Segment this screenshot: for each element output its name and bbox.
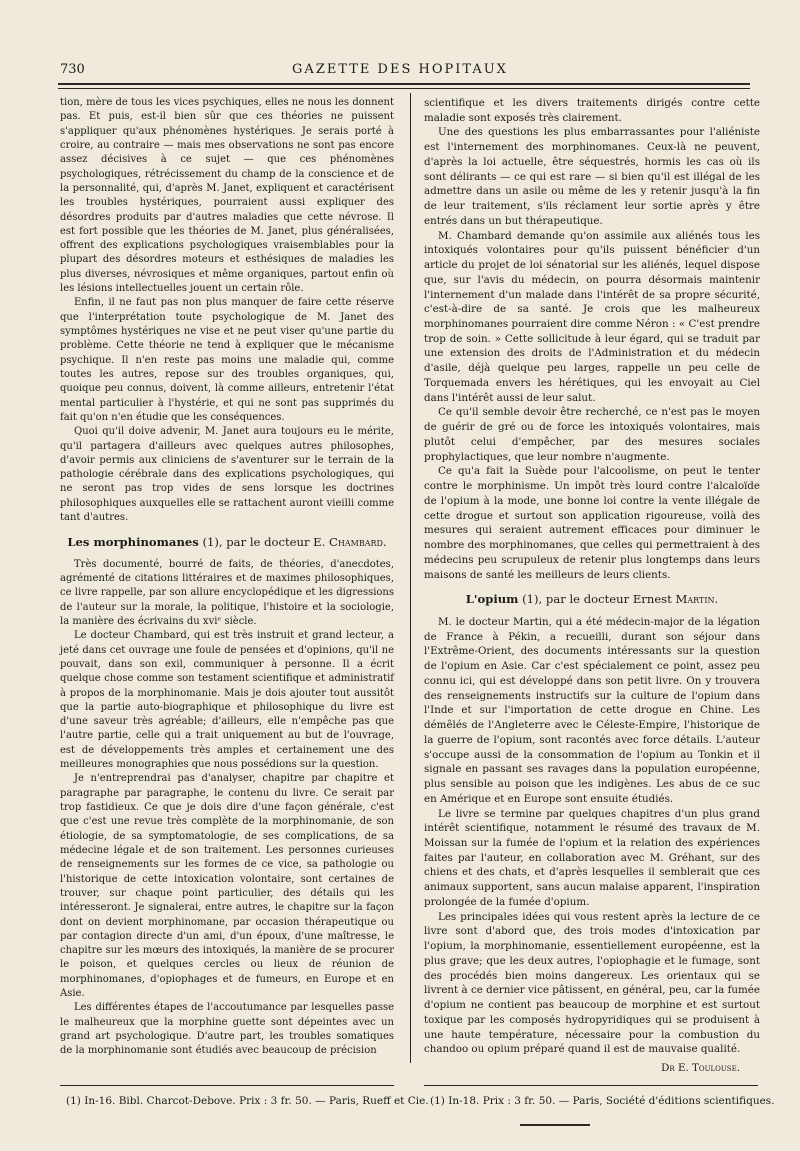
paragraph: Une des questions les plus embarrassantes pour l'aliéniste est l'internement des morphinomanes. Ceux-là ne peuvent, d'après la loi actuelle, être séquestrés, hormis les cas où ils sont délirants — ce qui est rare — si bien qu'il est illégal de les admettre dans un asile ou même de les y retenir jusqu'à la fin de leur traitement, s'ils réclament leur sortie après y être entrés dans un but thérapeutique. bbox=[424, 126, 760, 227]
section-heading-opium bbox=[424, 592, 760, 607]
paragraph: Les principales idées qui vous restent après la lecture de ce livre sont d'abord que, des trois modes d'intoxication par l'opium, la morphinomanie, essentiellement européenne, est la plus grave; que les deux autres, l'opiophagie et le fumage, sont des procédés bien moins dangereux. Les orientaux qui se livrent à ce dernier vice pâtissent, en général, peu, car la fumée d'opium ne contient pas beaucoup de morphine et est surtout toxique par les composés hydropyridiques qui se produisent à une haute température, nécessaire pour la combustion du chandoo ou opium préparé quand il est de mauvaise qualité. bbox=[424, 910, 760, 1056]
paragraph: Ce qu'il semble devoir être recherché, ce n'est pas le moyen de guérir de gré ou de force les intoxiqués volontaires, mais plutôt celui d'empêcher, par des mesures sociales prophylactiques, que leur nombre n'augmente. bbox=[424, 406, 760, 463]
section-note: (1), par le docteur E. bbox=[202, 535, 326, 550]
end-ornament bbox=[520, 1124, 590, 1126]
section-title: L'opium bbox=[465, 592, 519, 607]
column-divider bbox=[410, 93, 411, 1063]
paragraph: Je n'entreprendrai pas d'analyser, chapitre par chapitre et paragraphe par paragraphe, le contenu du livre. Ce serait par trop fastidieux. Ce que je dois dire d'une façon générale, c'est que c'est une revue très complète de la morphinomanie, de son étiologie, de sa symptomatologie, de ses complications, de sa médecine légale et de son traitement. Les personnes curieuses de renseignements sur les formes de ce vice, sa pathologie ou l'historique de cette intoxication volontaire, sont certaines de trouver, sur chaque point particulier, des détails qui les intéresseront. Je signalerai, entre autres, le chapitre sur la façon dont on devient morphinomane, par occasion thérapeutique ou par contagion directe d'un ami, d'un époux, d'une maîtresse, le chapitre sur les mœurs des intoxiqués, la manière de se procurer le poison, et quelques cercles ou lieux de réunion de morphinomanes, d'opiophages et de fumeurs, en Europe et en Asie. bbox=[60, 773, 394, 1000]
signature: Dr E. Toulouse. bbox=[661, 1062, 740, 1074]
header-rule-thin bbox=[58, 88, 750, 89]
paragraph: Quoi qu'il doive advenir, M. Janet aura toujours eu le mérite, qu'il partagera d'ailleurs avec quelques autres philosophes, d'avoir permis aux cliniciens de s'aventurer sur le terrain de la pathologie cérébrale dans des explications psychologiques, qui ne seront pas trop vides de sens lorsque les doctrines philosophiques auxquelles elle se rattachent auront vieilli comme tant d'autres. bbox=[60, 426, 394, 524]
section-note: (1), par le docteur Ernest bbox=[522, 592, 672, 607]
paragraph: Ce qu'a fait la Suède pour l'alcoolisme, on peut le tenter contre le morphinisme. Un impôt très lourd contre l'alcaloïde de l'opium à la mode, une bonne loi contre la vente illégale de cette drogue et surtout son application rigoureuse, voilà des mesures qui seraient autrement efficaces pour diminuer le nombre des morphinomanes, que celles qui permettraient à des médecins peu scrupuleux de retenir plus longtemps dans leurs maisons de santé les meilleurs de leurs clients. bbox=[424, 465, 760, 581]
footnote-rule-left bbox=[60, 1085, 394, 1086]
paragraph: tion, mère de tous les vices psychiques, elles ne nous les donnent pas. Et puis, est-il bien sûr que ces théories ne puissent s'appliquer qu'aux phénomènes hystériques. Je serais porté à croire, au contraire — mais mes observations ne sont pas encore assez décisives à ce sujet — que ces phénomènes psychologiques, rétrécissement du champ de la conscience et de la personnalité, qui, d'après M. Janet, expliquent et caractérisent les troubles hystériques, pourraient aussi expliquer des désordres produits par d'autres maladies que cette névrose. Il est fort possible que les théories de M. Janet, plus généralisées, offrent des explications psychologiques vraisemblables pour la plupart des désordres moteurs et esthésiques de maladies les plus diverses, névrosiques et même organiques, partout enfin où les lésions intellectuelles jouent un certain rôle. bbox=[60, 97, 394, 295]
footnote-rule-right bbox=[424, 1085, 758, 1086]
header-rule bbox=[58, 83, 750, 85]
paragraph: scientifique et les divers traitements dirigés contre cette maladie sont exposés très clairement. bbox=[424, 97, 760, 124]
column-left bbox=[60, 96, 394, 1059]
column-right bbox=[424, 96, 760, 1076]
section-title: Les morphinomanes bbox=[67, 535, 199, 550]
paragraph: M. Chambard demande qu'on assimile aux aliénés tous les intoxiqués volontaires pour qu'ils puissent bénéficier d'un article du projet de loi sénatorial sur les aliénés, lequel dispose que, sur l'avis du médecin, on pourra désormais maintenir l'internement d'un malade dans l'intérêt de sa propre sécurité, c'est-à-dire de sa santé. Je crois que les malheureux morphinomanes pourraient dire comme Néron : « C'est prendre trop de soin. » Cette sollicitude à leur égard, qui se traduit par une extension des droits de l'Administration et du médecin d'asile, déjà quelque peu larges, rappelle un peu celle de Torquemada envers les hérétiques, qui les envoyait au Ciel dans l'intérêt aussi de leur salut. bbox=[424, 229, 760, 404]
page-number: 730 bbox=[60, 62, 85, 77]
section-author: Martin. bbox=[675, 592, 719, 607]
footnote-right: (1) In-18. Prix : 3 fr. 50. — Paris, Société d'éditions scientifiques. bbox=[430, 1095, 775, 1107]
paragraph: Très documenté, bourré de faits, de théories, d'anecdotes, agrémenté de citations littéraires et de maximes philosophiques, ce livre rappelle, par son allure encyclopédique et les digressions de l'auteur sur la morale, la politique, l'histoire et la sociologie, la manière des écrivains du xviᵉ siècle. bbox=[60, 558, 394, 627]
paragraph: Les différentes étapes de l'accoutumance par lesquelles passe le malheureux que la morphine guette sont dépeintes avec un grand art psychologique. D'autre part, les troubles somatiques de la morphinomanie sont étudiés avec beaucoup de précision bbox=[60, 1002, 394, 1057]
paragraph: Le docteur Chambard, qui est très instruit et grand lecteur, a jeté dans cet ouvrage une foule de pensées et d'opinions, qu'il ne pouvait, dans son exil, communiquer à personne. Il a écrit quelque chose comme son testament scientifique et administratif à propos de la morphinomanie. Mais je dois ajouter tout aussitôt que la partie auto-biographique et philosophique du livre est d'une saveur très agréable; d'ailleurs, elle n'empêche pas que l'autre partie, celle qui a trait uniquement au but de l'ouvrage, est de développements très amples et certainement une des meilleures monographies que nous possédions sur la question. bbox=[60, 630, 394, 771]
running-title: GAZETTE DES HOPITAUX bbox=[292, 62, 508, 77]
footnote-left: (1) In-16. Bibl. Charcot-Debove. Prix : 3 fr. 50. — Paris, Rueff et Cie. bbox=[66, 1095, 429, 1107]
paragraph: Enfin, il ne faut pas non plus manquer de faire cette réserve que l'interprétation toute psychologique de M. Janet des symptômes hystériques ne vise et ne peut viser qu'une partie du problème. Cette théorie ne tend à expliquer que le mécanisme psychique. Il n'en reste pas moins une maladie qui, comme toutes les autres, repose sur des troubles organiques, qui, quoique peu connus, doivent, là comme ailleurs, entretenir l'état mental particulier à l'hystérie, et qui ne sont pas supprimés du fait qu'on n'en étudie que les conséquences. bbox=[60, 297, 394, 423]
section-heading-morphinomanes bbox=[60, 535, 394, 549]
section-author: Chambard. bbox=[329, 535, 387, 550]
paragraph: Le livre se termine par quelques chapitres d'un plus grand intérêt scientifique, notamment le résumé des travaux de M. Moissan sur la fumée de l'opium et la relation des expériences faites par l'auteur, en collaboration avec M. Gréhant, sur des chiens et des chats, et d'après lesquelles il semblerait que ces animaux supportent, sans aucun malaise apparent, l'inspiration prolongée de la fumée d'opium. bbox=[424, 807, 760, 908]
paragraph: M. le docteur Martin, qui a été médecin-major de la légation de France à Pékin, a recueilli, durant son séjour dans l'Extrême-Orient, des documents intéressants sur la question de l'opium en Asie. Car c'est spécialement ce point, assez peu connu ici, qui est développé dans son petit livre. On y trouvera des renseignements instructifs sur la culture de l'opium dans l'Inde et sur l'importation de cette drogue en Chine. Les démêlés de l'Angleterre avec le Céleste-Empire, l'historique de la guerre de l'opium, sont racontés avec force détails. L'auteur s'occupe aussi de la consommation de l'opium au Tonkin et il signale en passant ses ravages dans la population européenne, plus sensible au poison que les indigènes. Les abus de ce suc en Amérique et en Europe sont ensuite étudiés. bbox=[424, 615, 760, 805]
